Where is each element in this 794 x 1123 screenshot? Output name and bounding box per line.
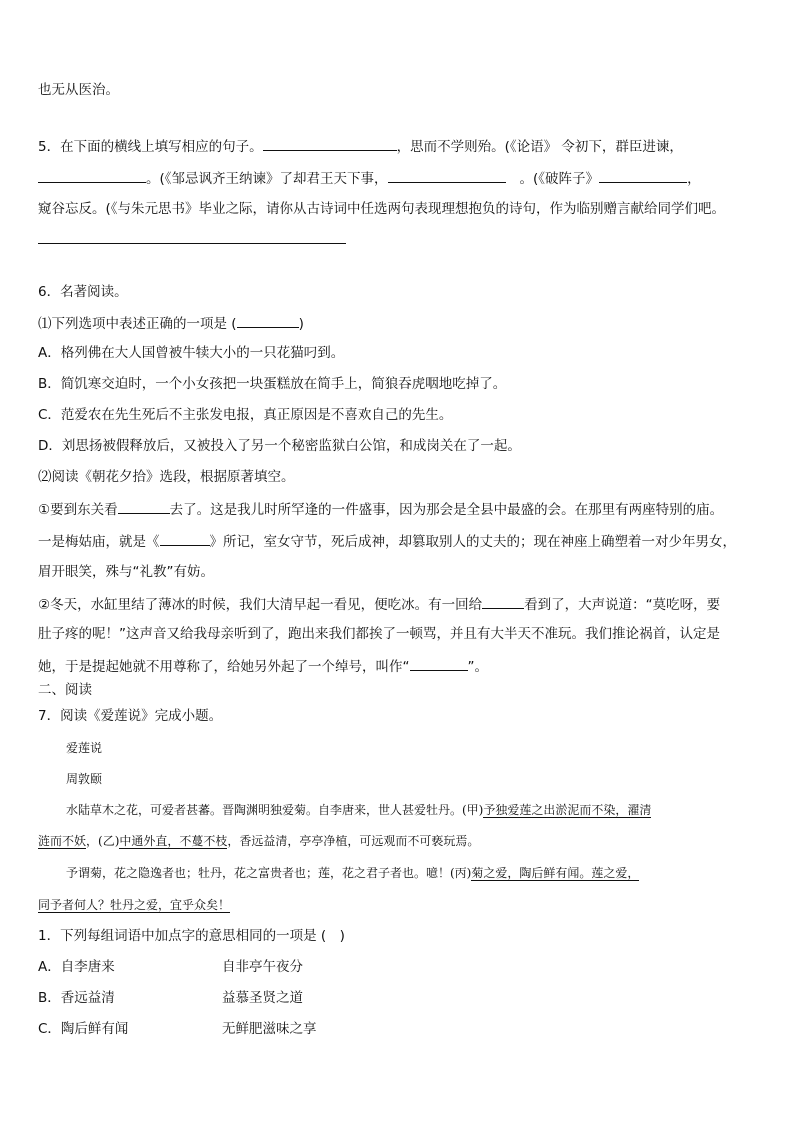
passage-1-line-3: 眉开眼笑，殊与“礼教”有妨。 [38,564,214,580]
passage-2-line-3 [38,655,488,677]
option-right: 无鲜肥滋味之享 [222,1021,317,1037]
poem-text: ，香远益清，亭亭净植，可远观而不可亵玩焉。 [227,834,480,848]
answer-blank[interactable] [263,135,397,151]
q5-text: 。(《邹忌讽齐王纳谏》了却君王天下事， [146,171,388,187]
answer-blank[interactable] [118,498,170,514]
poem-line-4 [38,895,230,915]
q5-text: 。(《破阵子》 [519,171,600,187]
option-d: D．刘思扬被假释放后，又被投入了另一个秘密监狱白公馆，和成岗关在了一起。 [38,438,521,454]
passage-1-line-2 [38,530,736,552]
answer-blank[interactable] [237,312,299,328]
answer-blank[interactable] [160,530,210,546]
passage-text: 看到了，大声说道：“莫吃呀，要 [524,597,721,613]
passage-2-line-2: 肚子疼的呢！”这声音又给我母亲听到了，跑出来我们都挨了一顿骂，并且有大半天不准玩。我们推论祸首，认定是 [38,626,720,642]
option-b: B．简饥寒交迫时，一个小女孩把一块蛋糕放在简手上，简狼吞虎咽地吃掉了。 [38,376,507,392]
poem-text: ，(乙) [86,834,120,848]
q5-line-3: 窥谷忘反。(《与朱元思书》毕业之际，请你从古诗词中任选两句表现理想抱负的诗句，作为临别赠言献给同学们吧。 [38,201,726,217]
underlined-text: 中通外直，不蔓不枝 [119,834,228,848]
text-line: 也无从医治。 [38,82,119,98]
option-row [38,1019,128,1039]
option-left: A．自李唐来 [38,959,115,975]
q7-title: 7．阅读《爱莲说》完成小题。 [38,708,223,724]
answer-blank[interactable] [388,167,506,183]
underlined-text: 予独爱莲之出淤泥而不染，濯清 [483,803,652,817]
q5-line-1 [38,135,683,157]
passage-text: 一是梅姑庙，就是《 [38,534,160,550]
answer-blank[interactable] [410,655,468,671]
poem-author: 周敦颐 [66,772,103,786]
passage-text: ②冬天，水缸里结了薄冰的时候，我们大清早起一看见，便吃冰。有一回给 [38,597,483,613]
answer-line[interactable] [38,243,346,244]
passage-1-line-1 [38,498,723,520]
poem-line-1 [66,800,651,820]
q5-text: ， [687,171,701,187]
option-row [38,988,115,1008]
underlined-text: 同予者何人？牡丹之爱，宜乎众矣！ [38,898,231,912]
answer-blank[interactable] [38,167,146,183]
option-left: B．香远益清 [38,990,115,1006]
passage-2-line-1 [38,593,720,615]
q6-sub1-end: ) [298,316,304,332]
passage-text: 她，于是提起她就不用尊称了，给她另外起了一个绰号，叫作“ [38,659,410,675]
q6-title: 6．名著阅读。 [38,284,128,300]
q6-sub1 [38,312,304,334]
q6-sub2: ⑵阅读《朝花夕拾》选段，根据原著填空。 [38,469,295,485]
poem-line-3 [66,863,639,883]
answer-blank[interactable] [599,167,687,183]
option-left: C．陶后鲜有闻 [38,1021,129,1037]
option-right: 自非亭午夜分 [222,959,303,975]
passage-text: ”。 [467,659,488,675]
option-a: A．格列佛在大人国曾被牛犊大小的一只花猫叼到。 [38,345,345,361]
underlined-text: 菊之爱，陶后鲜有闻。莲之爱， [471,866,640,880]
poem-line-2 [38,831,479,851]
passage-text: 去了。这是我儿时所罕逢的一件盛事，因为那会是全县中最盛的会。在那里有两座特别的庙。 [169,502,724,518]
q5-text: 5．在下面的横线上填写相应的句子。 [38,139,263,155]
option-c: C．范爱农在先生死后不主张发电报，真正原因是不喜欢自己的先生。 [38,407,453,423]
poem-text: 水陆草木之花，可爱者甚蕃。晋陶渊明独爱菊。自李唐来，世人甚爱牡丹。(甲) [66,803,484,817]
answer-blank[interactable] [482,593,524,609]
underlined-text: 涟而不妖 [38,834,87,848]
passage-text: 》所记，室女守节，死后成神，却篡取别人的丈夫的；现在神座上确塑着一对少年男女， [209,534,736,550]
option-right: 益慕圣贤之道 [222,990,303,1006]
section-heading: 二、阅读 [38,682,92,698]
q5-line-2 [38,167,701,189]
q5-text: ，思而不学则殆。(《论语》 令初下，群臣进谏， [396,139,683,155]
q7-sub1: 1．下列每组词语中加点字的意思相同的一项是 ( ) [38,928,345,944]
passage-text: ①要到东关看 [38,502,118,518]
q6-sub1-text: ⑴下列选项中表述正确的一项是 ( [38,316,237,332]
poem-text: 予谓菊，花之隐逸者也；牡丹，花之富贵者也；莲，花之君子者也。噫！(丙) [66,866,472,880]
poem-title: 爱莲说 [66,741,103,755]
option-row [38,957,115,977]
